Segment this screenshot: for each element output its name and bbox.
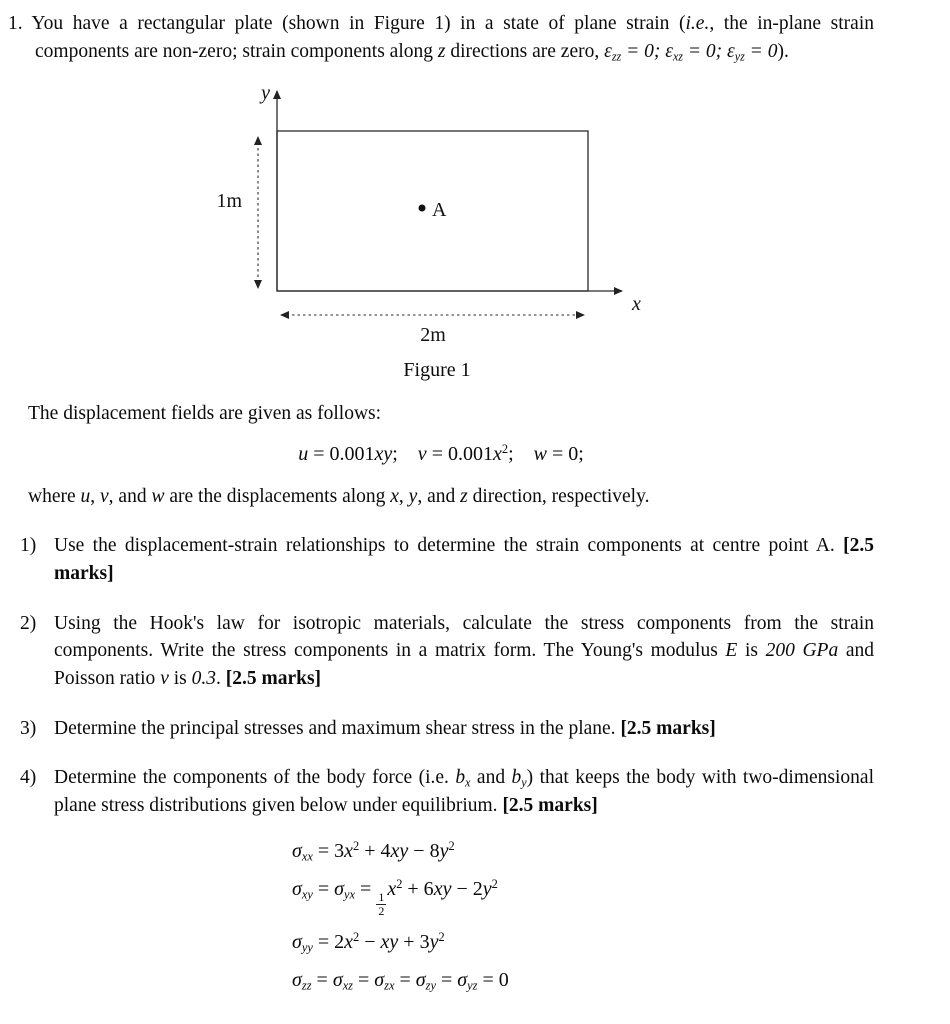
width-dimension-label: 2m [420, 324, 446, 346]
y-axis-label: y [261, 82, 270, 105]
plate-figure-drawing [170, 77, 670, 345]
displacement-equation: u = 0.001xy; $v = 0.001x^2$; w = 0; [298, 442, 584, 466]
question-1-text: Use the displacement-strain relationships to determine the strain components at centre point A. [2.5 marks] [54, 535, 874, 584]
where-clause: where u, v, and w are the displacements along x, y, and z direction, respectively. [28, 485, 650, 507]
equation-sigma-xx: $\sigma_{xx} = 3x^2 + 4xy - 8y^2$ [292, 838, 455, 864]
point-a-dot [419, 205, 426, 212]
displacement-intro: The displacement fields are given as follows: [28, 403, 382, 425]
question-3-number: 3) [20, 717, 37, 739]
equation-sigma-xy: $\sigma_{xy} = \sigma_{yx}$ = $\frac{1}{2}$ $x^2 + 6xy - 2y^2$ [292, 876, 498, 918]
question-item-4 [8, 764, 874, 819]
figure-caption: Figure 1 [403, 359, 471, 382]
equation-sigma-z-components: $\sigma_{zz} = \sigma_{xz} = \sigma_{zx} = \sigma_{zy} = \sigma_{yz} = 0$ [292, 969, 509, 993]
point-a-label: A [432, 199, 447, 222]
question-item-2 [8, 610, 874, 693]
question-2-text: Using the Hook's law for isotropic materials, calculate the stress components from the strain components. Write the stress components in a matrix form. The Young's modulus E is 200 GPa and Poisson ratio ν is 0.3. [2.5 marks] [54, 612, 874, 689]
question-intro-paragraph: 1. You have a rectangular plate (shown in Figure 1) in a state of plane strain (i.e., the in-plane strain components are non-zero; strain components along z directions are zero, $\varepsilon_{zz} = 0$; $\varepsilon_{xz} = 0$; $\varepsilon_{yz} = 0$). [8, 13, 874, 64]
question-4-number: 4) [20, 767, 37, 789]
equation-sigma-yy: $\sigma_{yy} = 2x^2$ − xy + $3y^2$ [292, 930, 445, 955]
question-4-text: Determine the components of the body force (i.e. $b_x$ and $b_y$) that keeps the body with two-dimensional plane stress distributions given below under equilibrium. [2.5 marks] [54, 767, 874, 817]
figure-1 [170, 77, 670, 384]
height-dimension-label: 1m [216, 190, 242, 213]
question-2-number: 2) [20, 612, 37, 634]
question-1-number: 1) [20, 535, 37, 557]
x-axis-label: x [632, 293, 641, 316]
question-3-text: Determine the principal stresses and maximum shear stress in the plane. [2.5 marks] [54, 717, 716, 739]
question-item-3 [8, 715, 874, 743]
question-item-1 [8, 532, 874, 587]
stress-equations-block [292, 838, 874, 994]
